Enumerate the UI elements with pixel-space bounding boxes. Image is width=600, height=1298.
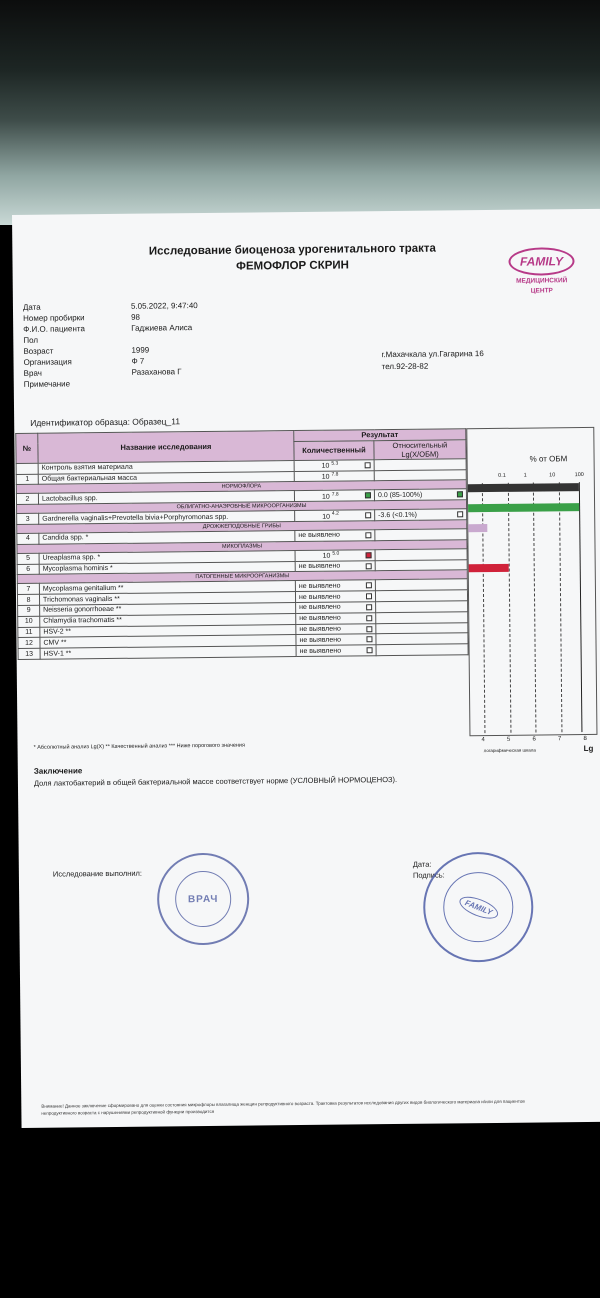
section-title: МИКОПЛАЗМЫ [17,540,467,554]
test-name: Mycoplasma hominis * [39,561,295,574]
test-name: Gardnerella vaginalis+Prevotella bivia+Porphyromonas spp. [39,511,295,524]
doctor-value: Разаханова Г [131,367,182,377]
bottom-tick-label: 8 [583,736,587,743]
status-marker [367,647,373,653]
row-number: 3 [17,513,39,524]
grid-line [507,483,511,733]
qty-cell [295,560,375,572]
qty-value: 10 [321,473,330,481]
chart-axis-caption: логарифмическая шкала [483,747,536,754]
qty-value: не выявлено [299,636,342,644]
clinic-stamp-text: FAMILY [456,892,500,923]
grid-line [482,483,486,733]
relative-value [376,644,468,656]
col-name: Название исследования [38,431,294,463]
section-title: ПАТОГЕННЫЕ МИКРООРГАНИЗМЫ [17,570,467,584]
status-marker [365,532,371,538]
qty-value: не выявлено [298,562,341,570]
qty-value: не выявлено [298,531,340,540]
logo-brand: FAMILY [508,247,574,276]
status-marker [366,615,372,621]
document-title [112,240,472,276]
age-value: 1999 [131,345,150,355]
row-number: 11 [18,627,40,638]
results-body [16,459,468,660]
tube-label: Номер пробирки [23,313,85,323]
status-marker [366,604,372,610]
row-number: 8 [17,594,39,605]
note-label: Примечание [23,379,71,389]
relative-text: 0.0 (85-100%) [377,491,423,499]
row-number: 5 [17,553,39,564]
relative-value [375,509,467,521]
bottom-tick-label: 4 [481,737,485,744]
row-number: 2 [16,494,38,505]
qty-cell [294,460,374,472]
chart-bar [468,503,579,512]
title-line1: Исследование биоценоза урогенитального тракта [148,242,436,258]
row-number: 1 [16,474,38,485]
chart-title: % от ОБМ [529,454,568,464]
top-tick-label: 1 [523,472,527,479]
doctor-stamp [157,853,250,946]
test-name: CMV ** [40,635,296,648]
address-line1: г.Махачкала ул.Гагарина 16 [381,349,484,360]
col-rel [374,440,466,460]
logo-subtitle-2: ЦЕНТР [530,287,553,295]
qty-value: не выявлено [299,614,341,623]
test-name: Mycoplasma genitalium ** [39,581,295,594]
footnote: * Абсолютный анализ Lg(X) ** Качественный анализ *** Ниже порогового значения [33,742,246,751]
bottom-tick-label: 7 [557,736,562,743]
date-value: 5.05.2022, 9:47:40 [130,301,198,311]
background-top [0,0,600,225]
bottom-tick-label: 5 [506,736,511,743]
qty-cell [296,645,376,657]
grid-line [533,483,537,733]
org-value: Ф 7 [131,356,145,366]
qty-cell [295,510,375,522]
qty-cell [295,530,375,542]
qty-exponent: 5.0 [332,550,340,557]
row-number: 10 [18,616,40,627]
col-qty: Количественный [294,441,374,461]
bottom-tick-label: 6 [532,736,536,743]
relative-value [374,489,466,501]
status-marker [365,462,371,468]
top-tick-label: 100 [574,472,584,479]
patient-info [23,297,544,390]
qty-value: 10 [321,463,330,471]
test-name: Neisseria gonorrhoeae ** [40,603,296,616]
test-name: Candida spp. * [39,531,295,544]
qty-cell [294,470,374,482]
address-line2: тел.92-28-82 [381,361,429,372]
name-value: Гаджиева Алиса [131,323,193,333]
row-number: 9 [18,605,40,616]
status-marker [366,563,372,569]
section-title: НОРМОФЛОРА [16,480,466,494]
col-rel-line2: Lg(X/ОБМ) [401,449,439,459]
test-name: Lactobacillus spp. [38,491,294,504]
conclusion-text: Доля лактобактерий в общей бактериальной массе соответствует норме (УСЛОВНЫЙ НОРМОЦЕНОЗ). [33,774,398,788]
relative-value [375,529,467,541]
relative-value [374,469,466,481]
qty-value: не выявлено [298,582,341,590]
name-label: Ф.И.О. пациента [23,324,85,334]
title-line2: ФЕМОФЛОР СКРИН [236,259,350,273]
clinic-address [381,348,484,373]
test-name: Trichomonas vaginalis ** [39,592,295,605]
status-marker [366,552,372,558]
test-name: Контроль взятия материала [38,460,294,473]
relative-value [375,559,467,571]
date-label: Дата [22,302,41,312]
status-marker [365,493,371,499]
performed-by-label: Исследование выполнил: [52,868,143,879]
row-number [16,463,38,474]
relative-marker [457,511,463,517]
sign-label: Подпись: [412,870,445,880]
family-logo [504,247,578,296]
status-marker [365,512,371,518]
chart-bar [469,564,509,572]
test-name: Chlamydia trachomatis ** [40,613,296,626]
qty-value: 10 [322,513,331,521]
col-no: № [16,433,38,463]
status-marker [366,626,372,632]
qty-cell [296,602,376,614]
test-name: Ureaplasma spp. * [39,550,295,563]
test-name: Общая бактериальная масса [38,471,294,484]
grid-line [558,482,562,732]
log-chart [466,427,597,736]
chart-axis-unit: Lg [583,743,594,754]
conclusion-heading: Заключение [33,766,83,776]
clinic-stamp [423,852,534,963]
col-result: Результат [294,429,466,442]
section-title: ДРОЖЖЕПОДОБНЫЕ ГРИБЫ [17,520,467,534]
relative-marker [457,492,463,498]
document-page [12,209,600,1128]
row-number: 4 [17,533,39,544]
qty-cell [294,490,374,502]
qty-value: не выявлено [299,603,341,612]
qty-cell [296,612,376,624]
qty-cell [296,623,376,635]
qty-value: 10 [322,553,331,561]
qty-cell [295,549,375,561]
test-name: HSV-1 ** [40,646,296,659]
logo-subtitle-1: МЕДИЦИНСКИЙ [516,277,568,285]
qty-exponent: 7.8 [331,471,339,478]
background-bottom [0,1128,600,1298]
qty-exponent: 5.3 [331,460,339,467]
chart-bottom-axis [469,736,597,744]
status-marker [366,637,372,643]
qty-value: не выявлено [298,593,341,601]
qty-cell [296,634,376,646]
doctor-stamp-text: ВРАЧ [175,871,232,928]
row-number: 6 [17,564,39,575]
row-number: 12 [18,638,40,649]
qty-exponent: 7.8 [331,491,339,498]
qty-cell [295,580,375,592]
row-number: 7 [17,584,39,595]
top-tick-label: 10 [549,472,556,479]
sample-id: Идентификатор образца: Образец_11 [30,416,181,428]
col-rel-line1: Относительный [392,440,448,450]
qty-value: не выявлено [299,625,341,633]
status-marker [366,583,372,589]
grid-line [579,482,583,732]
top-tick-label: 0.1 [498,472,506,479]
sex-label: Пол [23,335,39,345]
org-label: Организация [23,357,72,367]
age-label: Возраст [23,346,54,356]
row-number: 13 [18,648,40,659]
chart-bar [468,524,487,532]
chart-bar [468,483,579,492]
qty-value: 10 [321,493,330,501]
relative-text: -3.6 (<0.1%) [378,511,417,519]
qty-exponent: 4.2 [331,511,339,518]
tube-value: 98 [131,312,141,322]
date-sign-label: Дата: [412,859,432,869]
doctor-label: Врач [23,368,42,378]
disclaimer: Внимание! Данное заключение сформировано для оценки состояния микрофлоры влагалища женщин репродуктивного возраста. Трактовка результатов исследования других видов биологического материала и/или для пациентов непродуктивного возраста с нарушениями репродуктивной функции производится [41,1098,525,1116]
section-title: ОБЛИГАТНО-АНАЭРОБНЫЕ МИКРООРГАНИЗМЫ [17,500,467,514]
status-marker [366,593,372,599]
test-name: HSV-2 ** [40,624,296,637]
qty-cell [295,591,375,603]
qty-value: не выявлено [299,647,342,655]
results-table [15,428,468,660]
